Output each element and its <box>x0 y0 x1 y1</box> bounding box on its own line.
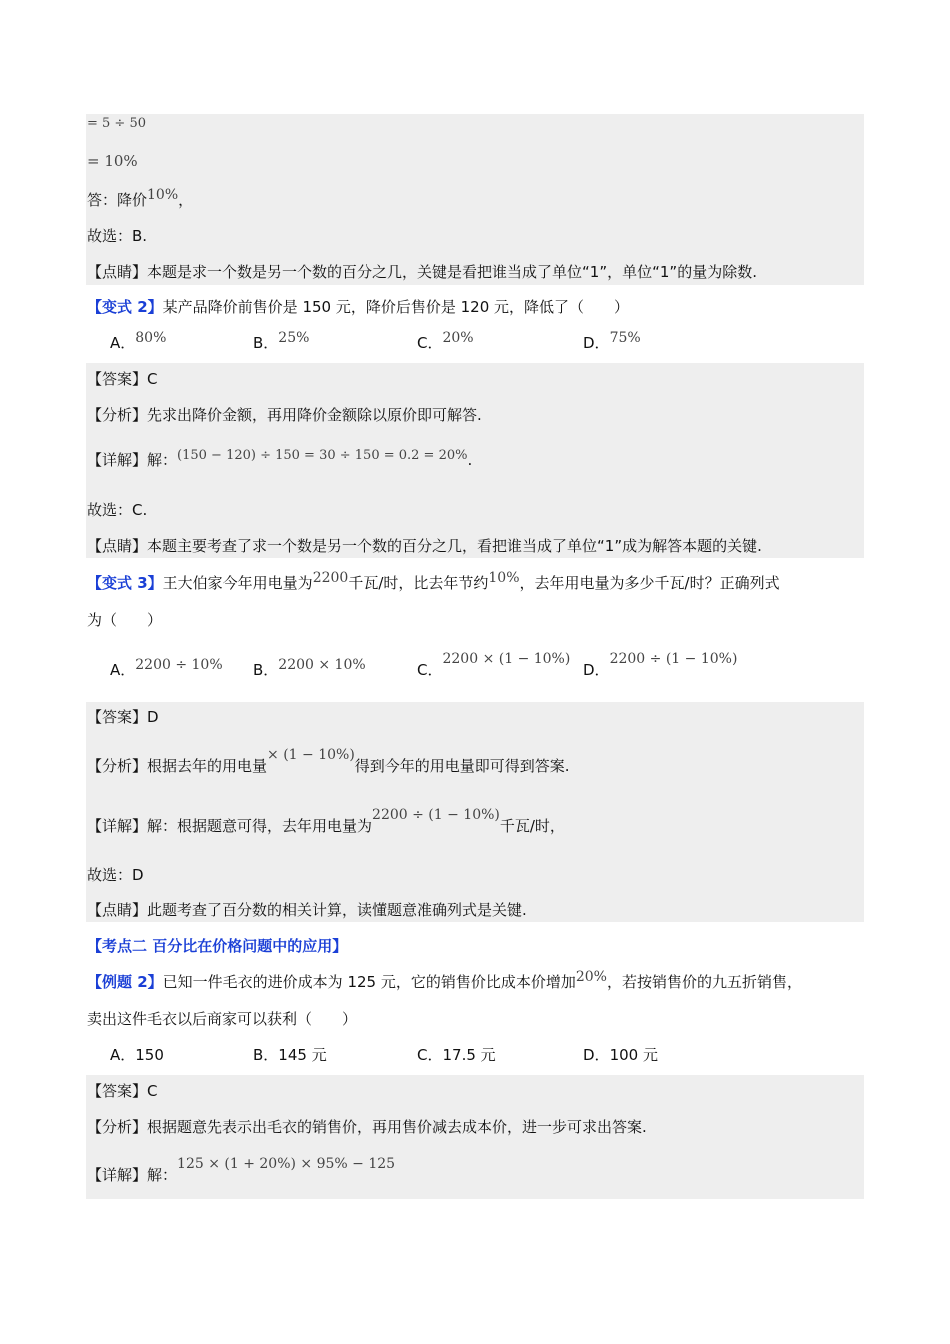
answer-tag: 【答案】 <box>87 1082 148 1100</box>
calc-step-1: = 5 ÷ 50 <box>87 116 146 131</box>
question-text: 千瓦/时，比去年节约 <box>348 574 489 592</box>
dianjing-text: 此题考查了百分数的相关计算，读懂题意准确列式是关键. <box>147 901 527 919</box>
variant3-analysis <box>87 747 570 777</box>
section-heading: 【考点二 百分比在价格问题中的应用】 <box>87 937 348 955</box>
detail-math: 2200 ÷ (1 − 10%) <box>372 807 500 823</box>
variant2-question <box>87 297 629 317</box>
analysis-text: 先求出降价金额，再用降价金额除以原价即可解答. <box>147 406 482 424</box>
variant3-option-b <box>253 657 366 681</box>
question-text: ，去年用电量为多少千瓦/时？正确列式 <box>519 574 780 592</box>
answer-tag: 【答案】 <box>87 708 148 726</box>
analysis-math: × (1 − 10%) <box>267 747 355 763</box>
dianjing-text: 本题主要考查了求一个数是另一个数的百分之几，看把谁当成了单位“1”成为解答本题的关键. <box>147 537 762 555</box>
option-letter: D． <box>583 1046 610 1064</box>
option-letter: C． <box>417 661 443 679</box>
variant2-choice: 故选：C. <box>87 501 148 519</box>
example2-option-c <box>417 1045 496 1065</box>
answer-value: D <box>147 708 159 726</box>
option-value: 2200 ÷ 10% <box>135 657 223 673</box>
variant2-detail <box>87 450 472 472</box>
option-letter: C． <box>417 1046 443 1064</box>
option-value: 25% <box>278 330 310 346</box>
question-math: 2200 <box>312 570 349 586</box>
detail-tag: 【详解】 <box>87 1166 148 1184</box>
detail-tag: 【详解】 <box>87 817 148 835</box>
example2-option-b <box>253 1045 327 1065</box>
option-value: 17.5 元 <box>442 1046 496 1064</box>
question-text: 已知一件毛衣的进价成本为 125 元，它的销售价比成本价增加 <box>162 973 576 991</box>
variant2-option-b <box>253 330 310 354</box>
analysis-tag: 【分析】 <box>87 757 148 775</box>
example2-answer <box>87 1081 158 1101</box>
variant3-option-d <box>583 651 738 681</box>
variant3-option-c <box>417 651 571 681</box>
option-letter: B． <box>253 661 279 679</box>
answer-math: 10% <box>147 187 179 203</box>
variant2-option-d <box>583 330 641 354</box>
option-value: 2200 ÷ (1 − 10%) <box>609 651 738 667</box>
variant3-detail <box>87 807 565 837</box>
dianjing-line-1 <box>87 262 757 282</box>
variant2-question-text: 某产品降价前售价是 150 元，降价后售价是 120 元，降低了（ ） <box>162 298 630 316</box>
option-value: 2200 × (1 − 10%) <box>442 651 571 667</box>
answer-value: C <box>147 370 158 388</box>
example2-question-line1 <box>87 969 802 993</box>
option-letter: A． <box>110 334 136 352</box>
question-math: 10% <box>488 570 520 586</box>
variant2-analysis <box>87 405 482 425</box>
example2-question-line2: 卖出这件毛衣以后商家可以获利（ ） <box>87 1010 358 1028</box>
variant2-answer <box>87 369 158 389</box>
detail-suffix: . <box>467 451 473 469</box>
option-letter: B． <box>253 334 279 352</box>
option-letter: B． <box>253 1046 279 1064</box>
option-letter: D． <box>583 334 610 352</box>
variant3-option-a <box>110 657 223 681</box>
dianjing-text: 本题是求一个数是另一个数的百分之几，关键是看把谁当成了单位“1”，单位“1”的量为除数. <box>147 263 757 281</box>
option-value: 100 元 <box>609 1046 658 1064</box>
detail-tag: 【详解】 <box>87 451 148 469</box>
analysis-tag: 【分析】 <box>87 406 148 424</box>
detail-math: (150 − 120) ÷ 150 = 30 ÷ 150 = 0.2 = 20% <box>177 448 468 463</box>
option-letter: D． <box>583 661 610 679</box>
detail-prefix: 解： <box>147 451 178 469</box>
answer-line <box>87 187 194 211</box>
example2-option-d <box>583 1045 658 1065</box>
question-math: 20% <box>575 969 607 985</box>
example2-tag: 【例题 2】 <box>87 973 163 991</box>
option-value: 2200 × 10% <box>278 657 366 673</box>
answer-tag: 【答案】 <box>87 370 148 388</box>
answer-value: C <box>147 1082 158 1100</box>
dianjing-tag: 【点睛】 <box>87 537 148 555</box>
calc-step-2: = 10% <box>87 152 138 170</box>
analysis-text: 根据去年的用电量 <box>147 757 268 775</box>
variant3-question-line2: 为（ ） <box>87 611 163 629</box>
option-letter: A． <box>110 1046 136 1064</box>
question-text: 王大伯家今年用电量为 <box>162 574 313 592</box>
detail-math: 125 × (1 + 20%) × 95% − 125 <box>177 1156 396 1172</box>
analysis-tag: 【分析】 <box>87 1118 148 1136</box>
dianjing-tag: 【点睛】 <box>87 263 148 281</box>
detail-prefix: 解： <box>147 1166 178 1184</box>
variant2-dianjing <box>87 536 762 556</box>
detail-text: 千瓦/时， <box>499 817 565 835</box>
choice-line-1: 故选：B. <box>87 227 148 245</box>
option-value: 20% <box>442 330 474 346</box>
analysis-text: 根据题意先表示出毛衣的销售价，再用售价减去成本价，进一步可求出答案. <box>147 1118 647 1136</box>
variant2-option-a <box>110 330 167 354</box>
question-text: ，若按销售价的九五折销售， <box>606 973 802 991</box>
variant3-dianjing <box>87 900 527 920</box>
option-value: 145 元 <box>278 1046 327 1064</box>
variant2-option-c <box>417 330 474 354</box>
option-value: 80% <box>135 330 167 346</box>
analysis-text: 得到今年的用电量即可得到答案. <box>354 757 570 775</box>
dianjing-tag: 【点睛】 <box>87 901 148 919</box>
example2-detail <box>87 1156 396 1186</box>
answer-prefix: 答：降价 <box>87 191 148 209</box>
option-letter: C． <box>417 334 443 352</box>
example2-option-a <box>110 1045 164 1065</box>
option-value: 75% <box>609 330 641 346</box>
detail-text: 解：根据题意可得，去年用电量为 <box>147 817 373 835</box>
variant3-tag: 【变式 3】 <box>87 574 163 592</box>
variant3-choice: 故选：D <box>87 866 144 884</box>
option-letter: A． <box>110 661 136 679</box>
option-value: 150 <box>135 1046 164 1064</box>
variant3-answer <box>87 707 159 727</box>
example2-analysis <box>87 1117 647 1137</box>
variant2-tag: 【变式 2】 <box>87 298 163 316</box>
answer-suffix: ， <box>178 191 194 209</box>
variant3-question-line1 <box>87 570 780 594</box>
solution-shade-1 <box>86 114 864 285</box>
